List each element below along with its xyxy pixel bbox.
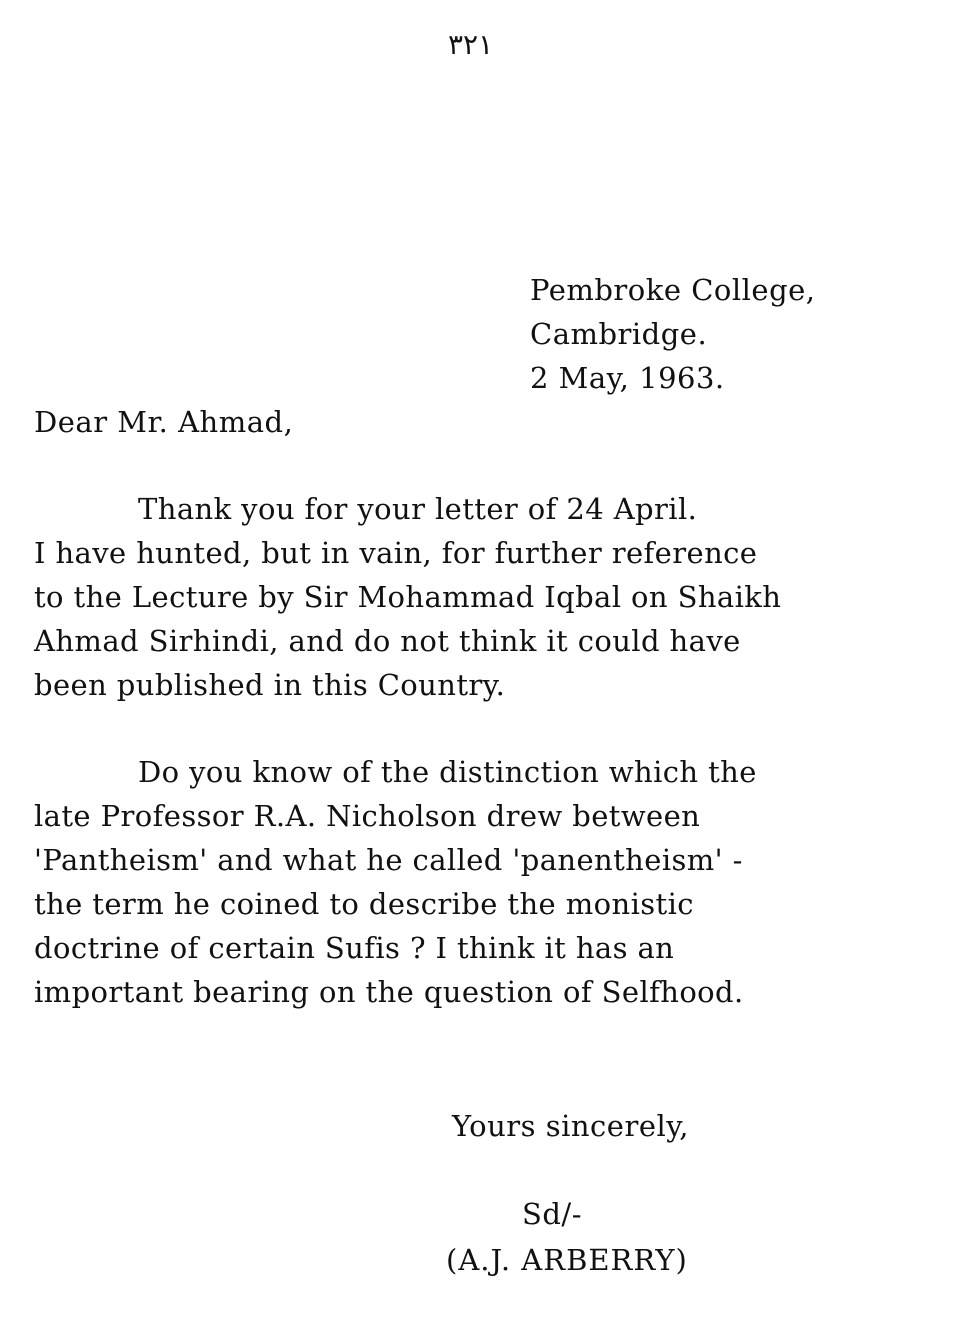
paragraph-line: the term he coined to describe the monistic [34, 887, 694, 921]
signature-note: Sd/- [522, 1197, 582, 1231]
signatory-name: (A.J. ARBERRY) [446, 1243, 688, 1277]
paragraph-line: Thank you for your letter of 24 April. [138, 492, 698, 526]
paragraph-line: Do you know of the distinction which the [138, 755, 757, 789]
paragraph-line: doctrine of certain Sufis ? I think it has an [34, 931, 675, 965]
paragraph-1 [34, 487, 934, 707]
paragraph-line: important bearing on the question of Selfhood. [34, 975, 744, 1009]
page-number: ۳۲۱ [448, 28, 494, 61]
paragraph-line: 'Pantheism' and what he called 'panentheism' - [34, 843, 743, 877]
salutation: Dear Mr. Ahmad, [34, 405, 294, 439]
letter-date: 2 May, 1963. [530, 361, 725, 395]
paragraph-line: to the Lecture by Sir Mohammad Iqbal on Shaikh [34, 580, 782, 614]
closing: Yours sincerely, [452, 1109, 690, 1143]
paragraph-line: Ahmad Sirhindi, and do not think it could have [34, 624, 741, 658]
paragraph-line: late Professor R.A. Nicholson drew between [34, 799, 701, 833]
paragraph-2 [34, 750, 934, 1014]
paragraph-line: I have hunted, but in vain, for further reference [34, 536, 758, 570]
paragraph-line: been published in this Country. [34, 668, 506, 702]
address-line-city: Cambridge. [530, 317, 708, 351]
address-line-college: Pembroke College, [530, 273, 816, 307]
sender-address [530, 268, 816, 400]
